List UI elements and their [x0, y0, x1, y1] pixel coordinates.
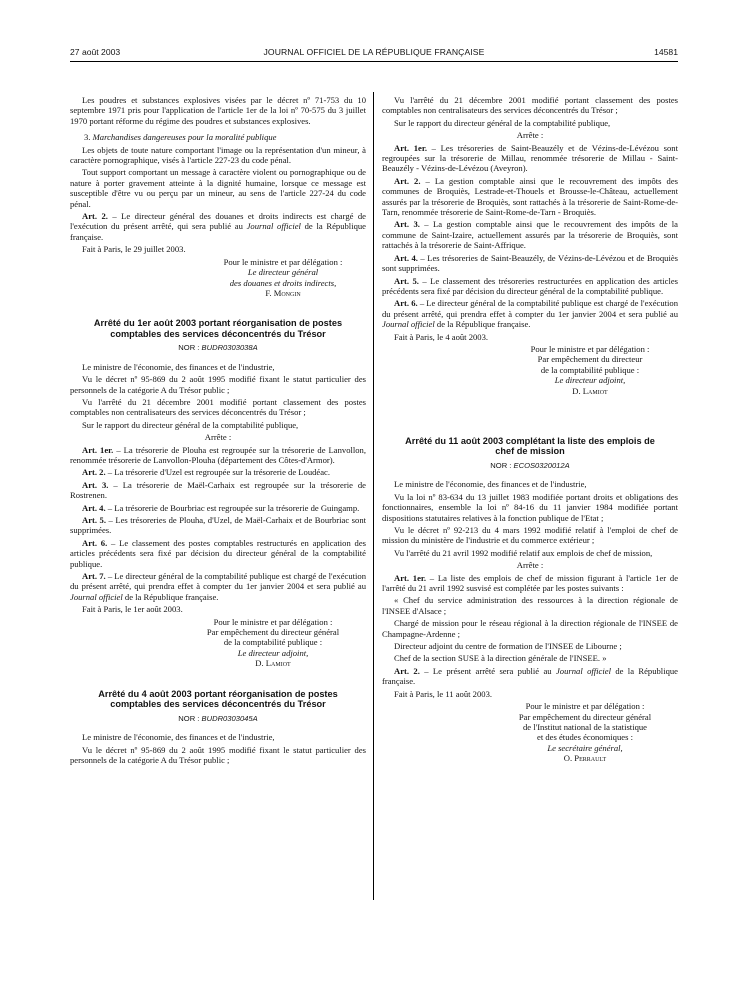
article-text: – La trésorerie de Plouha est regroupée sur la trésorerie de Lanvollon, renommée trésorerie de Lanvollon-Plouha (département des Côtes-d'Armor). [70, 444, 367, 465]
arrete-heading: Arrête : [516, 130, 544, 141]
fait-a-paris: Fait à Paris, le 29 juillet 2003. [82, 244, 186, 255]
visa-paragraph: Le ministre de l'économie, des finances et de l'industrie, [82, 732, 275, 743]
article-text: – La trésorerie de Bourbriac est regroupée sur la trésorerie de Guingamp. [105, 502, 360, 513]
right-column [382, 95, 678, 768]
article-text: – Les trésoreries de Plouha, d'Uzel, de Maël-Carhaix et de Bourbriac sont supprimées. [70, 515, 367, 536]
article-label: Art. 6. [82, 537, 108, 548]
section-3-title: Marchandises dangereuses pour la moralité publique [92, 132, 277, 143]
article [70, 538, 366, 569]
signature-line: Pour le ministre et par délégation : [525, 701, 645, 712]
article-text: – Le classement des postes comptables restructurés en application des articles précédents sera fixé par décision du directeur général de la comptabilité publique. [70, 537, 367, 569]
visa-paragraph: Vu le décret nº 95-869 du 2 août 1995 modifié fixant le statut particulier des personnels de la catégorie A du Trésor public ; [70, 374, 366, 395]
journal-officiel-ref: Journal officiel [555, 665, 611, 676]
nor-reference [70, 714, 366, 724]
journal-officiel-ref: Journal officiel [70, 591, 123, 602]
section-3-number: 3. [84, 132, 91, 143]
signatory-name: F. Mongin [265, 287, 301, 298]
signatory-name: D. Lamiot [255, 658, 291, 669]
article [382, 276, 678, 297]
signature-line: et des études économiques : [537, 732, 633, 743]
signature-line: Par empêchement du directeur général [518, 711, 652, 722]
article [382, 666, 678, 687]
nor-code: BUDR0303038A [201, 343, 258, 353]
signature-line: Le directeur adjoint, [237, 647, 309, 658]
arrete-title: Arrêté du 4 août 2003 portant réorganisation de postes comptables des services déconcentrés du Trésor [98, 688, 338, 710]
article-label: Art. 2. [394, 175, 421, 186]
article-text-end: de la République française. [122, 591, 219, 602]
signature-line: Le secrétaire général, [547, 742, 623, 753]
visa-paragraph: Vu l'arrêté du 21 avril 1992 modifié relatif aux emplois de chef de mission, [394, 547, 653, 558]
article [70, 467, 366, 477]
visa-paragraph: Le ministre de l'économie, des finances et de l'industrie, [82, 361, 275, 372]
article-text: – Le présent arrêté sera publié au [419, 665, 556, 676]
arrete-title: Arrêté du 11 août 2003 complétant la liste des emplois de chef de mission [405, 435, 655, 457]
nor-label: NOR : [178, 713, 200, 723]
signature-line: Pour le ministre et par délégation : [223, 256, 343, 267]
signature-line: Pour le ministre et par délégation : [530, 343, 650, 354]
visa-paragraph: Sur le rapport du directeur général de la comptabilité publique, [82, 419, 299, 430]
nor-code: BUDR0303045A [201, 713, 258, 723]
visa-paragraph: Vu le décret nº 95-869 du 2 août 1995 modifié fixant le statut particulier des personnels de la catégorie A du Trésor public ; [70, 744, 366, 765]
visa-paragraph: Le ministre de l'économie, des finances et de l'industrie, [394, 479, 587, 490]
arrete-heading: Arrête : [204, 432, 232, 443]
article-label: Art. 2. [82, 211, 108, 222]
article [382, 573, 678, 594]
article [70, 571, 366, 602]
article [382, 143, 678, 174]
signature-line: de la comptabilité publique : [540, 364, 640, 375]
article-label: Art. 5. [82, 515, 107, 525]
signature-line: de l'Institut national de la statistique [523, 721, 647, 732]
article-text: – La trésorerie de Maël-Carhaix est regroupée sur la trésorerie de Rostrenen. [70, 479, 366, 501]
article-text: – Le directeur général des douanes et droits indirects est chargé de l'exécution du présent arrêté, qui sera publié au [70, 211, 366, 232]
article-text-end: de la République française. [70, 221, 366, 242]
signature-line: des douanes et droits indirects, [229, 277, 337, 288]
article [382, 219, 678, 250]
article-text: – La gestion comptable ainsi que le recouvrement des impôts des communes de Broquiès, Lestrade-et-Thouels et Brousse-le-Château, actuellement assurés par la trésorerie de Broquiès, sont rattachés à la trésorerie de Saint-Rome-de-Tarn, renommée trésorerie de Saint-Rome-de-Tarn - Broquiès. [382, 175, 678, 218]
article-text: – Les trésoreries de Saint-Beauzély, de Vézins-de-Lévézou et de Broquiès sont supprimées. [382, 252, 678, 274]
article-text-end: de la République française. [434, 319, 531, 330]
article-text: – La trésorerie d'Uzel est regroupée sur la trésorerie de Loudéac. [105, 467, 331, 478]
visa-paragraph: Vu l'arrêté du 21 décembre 2001 modifié portant classement des postes comptables non centralisateurs des services déconcentrés du Trésor ; [382, 95, 678, 116]
article [70, 503, 366, 513]
left-column [70, 95, 366, 767]
signature-block [502, 344, 678, 396]
article-label: Art. 6. [394, 298, 418, 309]
article [382, 253, 678, 274]
list-item: Chargé de mission pour le réseau régional à la direction régionale de l'INSEE de Champagne-Ardenne ; [382, 618, 678, 639]
header-rule [70, 61, 678, 62]
arrete-heading: Arrête : [516, 560, 544, 571]
signature-line: Le directeur adjoint, [554, 375, 626, 386]
visa-paragraph: Sur le rapport du directeur général de la comptabilité publique, [394, 117, 611, 128]
article-label: Art. 3. [82, 479, 109, 490]
signatory-name: D. Lamiot [572, 385, 608, 396]
section-3-heading [70, 132, 366, 142]
signature-line: Pour le ministre et par délégation : [213, 616, 333, 627]
journal-officiel-ref: Journal officiel [246, 221, 301, 232]
signature-block [492, 701, 678, 763]
visa-paragraph: Vu la loi nº 83-634 du 13 juillet 1983 modifiée portant droits et obligations des fonctionnaires, ensemble la loi nº 84-16 du 11 janvier 1984 modifiée portant dispositions statutaires relatives à la fonction publique de l'Etat ; [382, 491, 678, 523]
nor-reference [70, 343, 366, 353]
visa-paragraph: Vu le décret nº 92-213 du 4 mars 1992 modifié relatif à l'emploi de chef de mission du ministère de l'industrie et du commerce extérieur ; [382, 525, 678, 546]
header-journal-title: JOURNAL OFFICIEL DE LA RÉPUBLIQUE FRANÇAISE [263, 47, 485, 57]
article [70, 445, 366, 466]
nor-reference [382, 461, 678, 471]
signature-block [180, 617, 366, 669]
article [70, 515, 366, 536]
journal-officiel-ref: Journal officiel [382, 319, 435, 330]
article-text: – La liste des emplois de chef de mission figurant à l'article 1er de l'arrêté du 21 avril 1992 susvisé est complétée par les postes suivants : [382, 572, 679, 594]
article-text: – Le directeur général de la comptabilité publique est chargé de l'exécution du présent arrêté, qui prendra effet à compter du 1er janvier 2004 et sera publié au [382, 298, 678, 319]
list-item: Directeur adjoint du centre de formation de l'INSEE de Libourne ; [394, 641, 622, 652]
visa-paragraph: Vu l'arrêté du 21 décembre 2001 modifié portant classement des postes comptables non centralisateurs des services déconcentrés du Trésor ; [70, 396, 366, 418]
article-label: Art. 2. [82, 467, 106, 478]
article-label: Art. 2. [394, 665, 420, 676]
signature-line: de la comptabilité publique : [223, 637, 323, 648]
header-date: 27 août 2003 [70, 47, 121, 57]
list-item: Chef de la section SUSE à la direction générale de l'INSEE. » [394, 653, 607, 664]
article-label: Art. 1er. [394, 142, 427, 153]
nor-label: NOR : [490, 460, 512, 470]
article-text-end: de la République française. [382, 665, 678, 687]
article [382, 176, 678, 218]
arrete-title: Arrêté du 1er août 2003 portant réorganisation de postes comptables des services déconcentrés du Trésor [93, 318, 343, 339]
article-text: – Le directeur général de la comptabilité publique est chargé de l'exécution du présent arrêté, qui prendra effet à compter du 1er janvier 2004 et sera publié au [70, 571, 366, 592]
column-divider [373, 92, 374, 900]
article [382, 298, 678, 329]
fait-a-paris: Fait à Paris, le 4 août 2003. [394, 331, 489, 342]
signature-line: Par empêchement du directeur [537, 354, 643, 365]
article-label: Art. 3. [394, 219, 420, 230]
list-item: « Chef du service administration des ressources à la direction régionale de l'INSEE d'Alsace ; [382, 595, 678, 616]
header-page-number: 14581 [654, 47, 678, 57]
article-text: – Le classement des trésoreries restructurées en application des articles précédents sera fixé par décision du directeur général de la comptabilité publique. [382, 275, 679, 296]
article-text: – Les trésoreries de Saint-Beauzély et de Vézins-de-Lévézou sont regroupées sur la trésorerie de Millau, renommée trésorerie de Millau - Saint-Beauzély - Vézins-de-Lévézou (Aveyron). [382, 142, 678, 174]
page-header [70, 47, 678, 61]
article-2-douanes [70, 211, 366, 242]
signature-block-douanes [200, 257, 366, 299]
fait-a-paris: Fait à Paris, le 11 août 2003. [394, 688, 493, 699]
article-label: Art. 4. [82, 502, 106, 513]
paragraph-objets: Les objets de toute nature comportant l'image ou la représentation d'un mineur, à caractère pornographique, visés à l'article 227-23 du code pénal. [70, 144, 366, 166]
article-label: Art. 1er. [394, 572, 427, 583]
fait-a-paris: Fait à Paris, le 1er août 2003. [82, 604, 183, 615]
signature-line: Par empêchement du directeur général [206, 627, 340, 638]
article-label: Art. 7. [82, 571, 106, 582]
signatory-name: O. Perrault [563, 753, 607, 764]
signature-line: Le directeur général [247, 267, 319, 278]
paragraph-support: Tout support comportant un message à caractère violent ou pornographique ou de nature à porter gravement atteinte à la dignité humaine, lorsque ce message est susceptible d'être vu ou perçu par un mineur, au sens de l'article 227-24 du code pénal. [70, 167, 366, 209]
article-label: Art. 1er. [82, 444, 114, 455]
nor-code: ECOS0320012A [513, 460, 570, 470]
article-label: Art. 4. [394, 252, 418, 263]
article [70, 480, 366, 501]
intro-paragraph: Les poudres et substances explosives visées par le décret nº 71-753 du 10 septembre 1971 pris pour l'application de l'article 1er de la loi nº 70-575 du 3 juillet 1970 portant réforme du régime des poudres et substances explosives. [70, 95, 366, 126]
article-label: Art. 5. [394, 275, 419, 286]
nor-label: NOR : [178, 343, 200, 353]
article-text: – La gestion comptable ainsi que le recouvrement des impôts de la commune de Saint-Izaire, actuellement assurés par la trésorerie de Broquiès, sont rattachés à la trésorerie de Saint-Affrique. [382, 219, 678, 251]
